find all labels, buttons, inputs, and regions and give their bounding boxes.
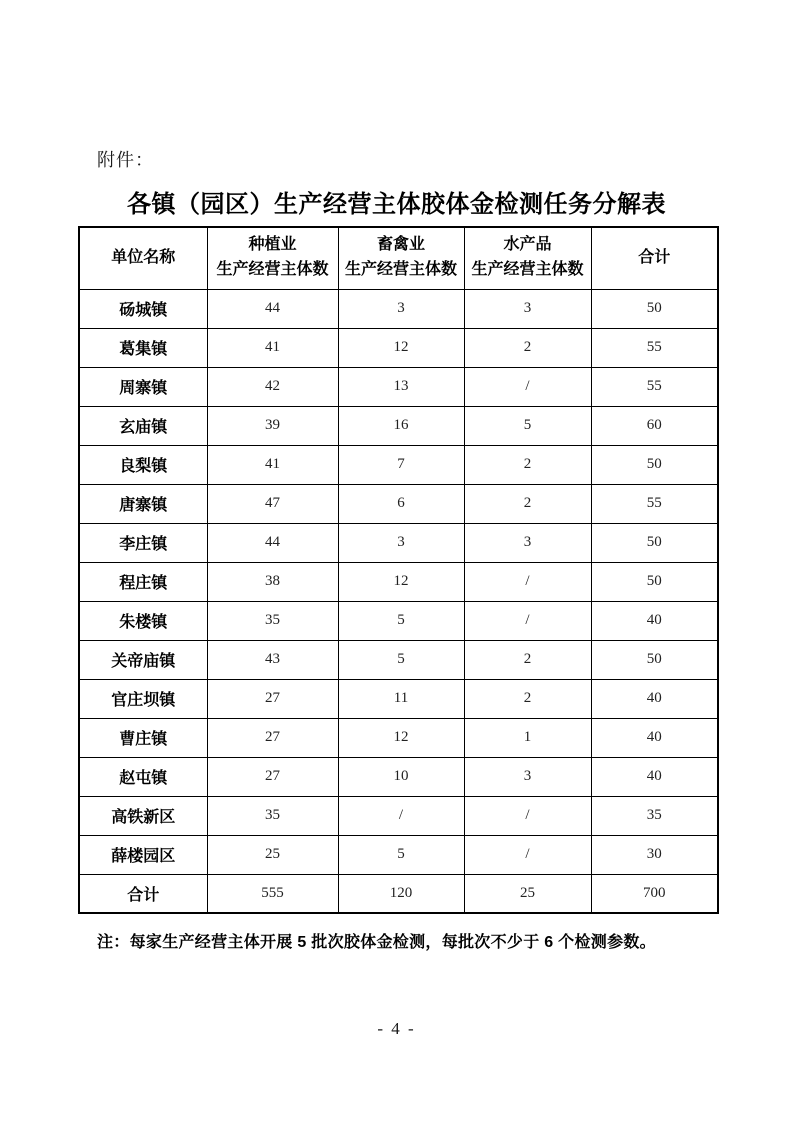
value-cell: 25: [207, 835, 338, 874]
table-row: [79, 406, 718, 445]
unit-name-cell: 周寨镇: [79, 367, 207, 406]
page-number: - 4 -: [377, 1019, 416, 1038]
table-row: [79, 757, 718, 796]
value-cell: 55: [591, 484, 718, 523]
value-cell: 2: [464, 640, 591, 679]
value-cell: 3: [338, 523, 464, 562]
value-cell: 5: [338, 640, 464, 679]
value-cell: 50: [591, 445, 718, 484]
table-row: [79, 601, 718, 640]
value-cell: 35: [207, 796, 338, 835]
value-cell: 10: [338, 757, 464, 796]
value-cell: 47: [207, 484, 338, 523]
value-cell: 700: [591, 874, 718, 913]
table-row: [79, 445, 718, 484]
value-cell: /: [464, 562, 591, 601]
value-cell: 120: [338, 874, 464, 913]
value-cell: 2: [464, 328, 591, 367]
unit-name-cell: 李庄镇: [79, 523, 207, 562]
value-cell: 43: [207, 640, 338, 679]
value-cell: 16: [338, 406, 464, 445]
value-cell: 12: [338, 328, 464, 367]
value-cell: 39: [207, 406, 338, 445]
table-row: [79, 367, 718, 406]
table-header: [79, 227, 718, 289]
value-cell: 2: [464, 445, 591, 484]
value-cell: /: [464, 601, 591, 640]
value-cell: 50: [591, 523, 718, 562]
unit-name-cell: 薛楼园区: [79, 835, 207, 874]
value-cell: 12: [338, 562, 464, 601]
column-header: 合计: [591, 227, 718, 289]
unit-name-cell: 关帝庙镇: [79, 640, 207, 679]
value-cell: 27: [207, 679, 338, 718]
unit-name-cell: 赵屯镇: [79, 757, 207, 796]
value-cell: 50: [591, 289, 718, 328]
table-row: [79, 835, 718, 874]
table-body: [79, 289, 718, 913]
value-cell: 11: [338, 679, 464, 718]
value-cell: 7: [338, 445, 464, 484]
value-cell: 3: [464, 757, 591, 796]
table-row: [79, 289, 718, 328]
value-cell: 41: [207, 328, 338, 367]
value-cell: 55: [591, 328, 718, 367]
value-cell: 35: [591, 796, 718, 835]
unit-name-cell: 高铁新区: [79, 796, 207, 835]
value-cell: 44: [207, 523, 338, 562]
value-cell: 5: [338, 601, 464, 640]
task-table: [78, 226, 719, 914]
table-row: [79, 523, 718, 562]
value-cell: 6: [338, 484, 464, 523]
total-row: [79, 874, 718, 913]
value-cell: 3: [338, 289, 464, 328]
unit-name-cell: 葛集镇: [79, 328, 207, 367]
value-cell: 1: [464, 718, 591, 757]
value-cell: 40: [591, 757, 718, 796]
column-header: 畜禽业 生产经营主体数: [338, 227, 464, 289]
value-cell: 27: [207, 718, 338, 757]
value-cell: 44: [207, 289, 338, 328]
value-cell: 40: [591, 718, 718, 757]
value-cell: 5: [338, 835, 464, 874]
unit-name-cell: 合计: [79, 874, 207, 913]
value-cell: 50: [591, 640, 718, 679]
table-row: [79, 562, 718, 601]
value-cell: 13: [338, 367, 464, 406]
value-cell: 42: [207, 367, 338, 406]
value-cell: /: [464, 796, 591, 835]
unit-name-cell: 曹庄镇: [79, 718, 207, 757]
value-cell: /: [464, 367, 591, 406]
unit-name-cell: 砀城镇: [79, 289, 207, 328]
value-cell: /: [464, 835, 591, 874]
value-cell: 55: [591, 367, 718, 406]
value-cell: 40: [591, 601, 718, 640]
header-row: [79, 227, 718, 289]
unit-name-cell: 官庄坝镇: [79, 679, 207, 718]
value-cell: 5: [464, 406, 591, 445]
footnote: 注：每家生产经营主体开展 5 批次胶体金检测，每批次不少于 6 个检测参数。: [97, 934, 656, 951]
value-cell: 25: [464, 874, 591, 913]
value-cell: 41: [207, 445, 338, 484]
value-cell: 40: [591, 679, 718, 718]
table-row: [79, 640, 718, 679]
table-row: [79, 484, 718, 523]
value-cell: 12: [338, 718, 464, 757]
column-header: 单位名称: [79, 227, 207, 289]
table-row: [79, 796, 718, 835]
value-cell: 27: [207, 757, 338, 796]
value-cell: 50: [591, 562, 718, 601]
page-title: 各镇（园区）生产经营主体胶体金检测任务分解表: [127, 191, 666, 218]
unit-name-cell: 唐寨镇: [79, 484, 207, 523]
unit-name-cell: 玄庙镇: [79, 406, 207, 445]
value-cell: 38: [207, 562, 338, 601]
value-cell: 60: [591, 406, 718, 445]
column-header: 种植业 生产经营主体数: [207, 227, 338, 289]
value-cell: 35: [207, 601, 338, 640]
value-cell: 555: [207, 874, 338, 913]
value-cell: 2: [464, 484, 591, 523]
unit-name-cell: 程庄镇: [79, 562, 207, 601]
value-cell: 30: [591, 835, 718, 874]
attachment-label: 附件：: [97, 150, 154, 170]
value-cell: 3: [464, 523, 591, 562]
column-header: 水产品 生产经营主体数: [464, 227, 591, 289]
table-row: [79, 718, 718, 757]
value-cell: /: [338, 796, 464, 835]
unit-name-cell: 朱楼镇: [79, 601, 207, 640]
value-cell: 2: [464, 679, 591, 718]
table-row: [79, 328, 718, 367]
unit-name-cell: 良梨镇: [79, 445, 207, 484]
table-row: [79, 679, 718, 718]
value-cell: 3: [464, 289, 591, 328]
